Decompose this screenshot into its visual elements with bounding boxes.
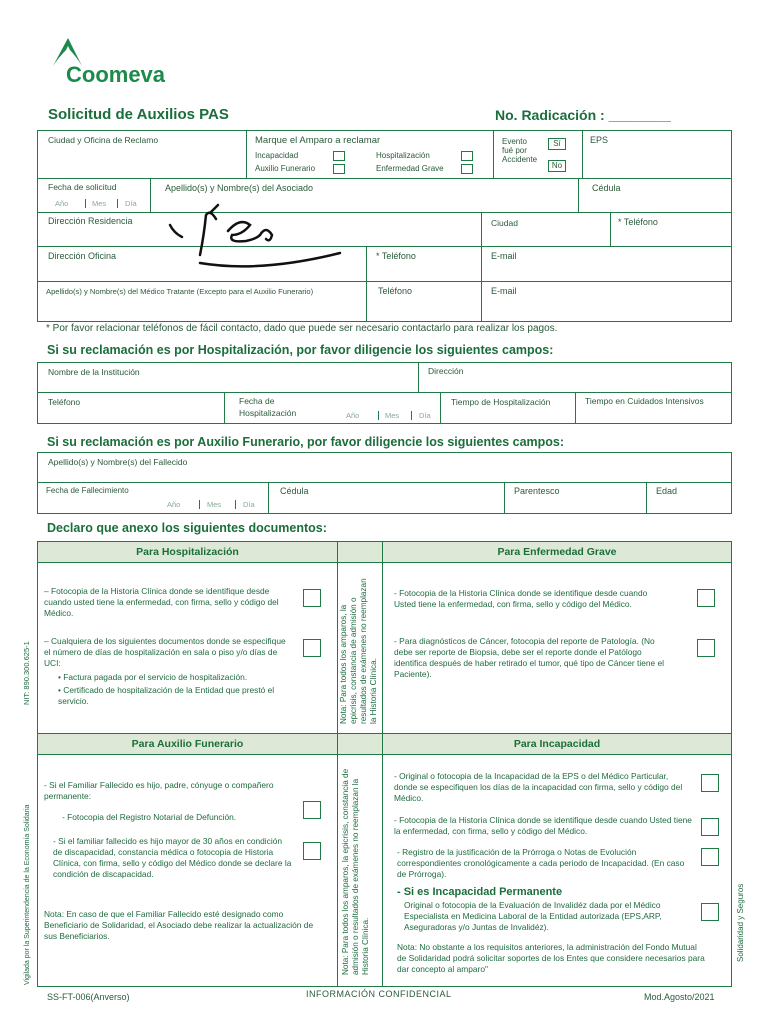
hospitalizacion-label: Hospitalización <box>376 151 430 160</box>
fecha-solicitud-label: Fecha de solicitud <box>48 182 117 192</box>
vigilada-side-text: Vigilada por la Superintendencia de la Economía Solidaria <box>24 804 31 985</box>
accidente-no-option[interactable]: No <box>548 160 566 172</box>
incapacidad-label: Incapacidad <box>255 151 299 160</box>
fecha-hosp-dia[interactable]: Día <box>419 411 431 420</box>
email-label: E-mail <box>491 251 517 261</box>
contact-note: * Por favor relacionar teléfonos de fácil contacto, dado que puede ser necesario contactarlo para realizar los pagos. <box>46 323 558 334</box>
edad-field[interactable] <box>648 497 730 512</box>
evento-label: Evento fué por Accidente <box>502 137 538 164</box>
fecha-hosp-mes[interactable]: Mes <box>385 411 400 420</box>
ciudad-oficina-label: Ciudad y Oficina de Reclamo <box>48 135 159 145</box>
fallecido-field[interactable] <box>40 468 730 481</box>
medico-email-label: E-mail <box>491 286 517 296</box>
hosp-doc-item-2: – Cualquiera de los siguientes documentos donde se especifique el número de días de hospitalización en sala o piso y/o días de UCI: <box>44 636 286 668</box>
inc-perm-title: - Si es Incapacidad Permanente <box>397 886 563 898</box>
fecha-hosp-label: Fecha de Hospitalización <box>239 396 297 418</box>
page-title: Solicitud de Auxilios PAS <box>48 106 229 123</box>
accidente-si-option[interactable]: Sí <box>548 138 566 150</box>
marque-amparo-label: Marque el Amparo a reclamar <box>255 135 381 146</box>
enfermedad-grave-label: Enfermedad Grave <box>376 164 444 173</box>
medico-telefono-field[interactable] <box>368 298 479 320</box>
telefono-residencia-label: * Teléfono <box>618 217 658 227</box>
tiempo-uci-label: Tiempo en Cuidados Intensivos <box>585 396 704 406</box>
inc-doc-item-1: - Original o fotocopia de la Incapacidad de la EPS o del Médico Particular, donde se especifiquen los días de la incapacidad con firma, sello y código del Médico. <box>394 771 683 803</box>
medico-email-field[interactable] <box>483 298 730 320</box>
inc-doc-item-2: - Fotocopia de la Historia Clínica donde se identifique desde cuando Usted tiene la enfermedad, con firma, sello y código del Médico. <box>394 815 692 836</box>
bullet-icon: • <box>58 685 64 695</box>
middle-header-blank <box>337 541 383 563</box>
handwritten-signature <box>160 195 350 275</box>
inc-doc-item-4-checkbox[interactable] <box>701 903 719 921</box>
hosp-telefono-field[interactable] <box>40 407 222 422</box>
telefono-oficina-field[interactable] <box>368 262 479 279</box>
eps-field[interactable] <box>585 146 730 176</box>
fecha-fallecimiento-label: Fecha de Fallecimiento <box>46 486 129 495</box>
fecha-hosp-ano[interactable]: Año <box>346 411 360 420</box>
vertical-note-top: Nota: Para todos los amparos, la epicrisis, constancia de admisión o resultados de exámenes no reemplazan la Historia Clínica. <box>339 578 378 724</box>
logo-text: Coomeva <box>66 62 166 87</box>
auxilio-funerario-checkbox[interactable] <box>333 164 345 174</box>
bullet-icon: • <box>58 672 64 682</box>
fun-cedula-field[interactable] <box>270 497 502 512</box>
tiempo-uci-field[interactable] <box>577 408 730 422</box>
hosp-direccion-label: Dirección <box>428 366 464 376</box>
institucion-label: Nombre de la Institución <box>48 367 140 377</box>
eg-doc-item-1-checkbox[interactable] <box>697 589 715 607</box>
email-field[interactable] <box>483 262 730 279</box>
medico-tratante-field[interactable] <box>40 299 364 320</box>
fecha-solicitud-mes[interactable]: Mes <box>92 199 107 208</box>
hosp-telefono-label: Teléfono <box>48 397 81 407</box>
hosp-doc-sub-2: • Certificado de hospitalización de la Entidad que prestó el servicio. <box>58 685 275 706</box>
footer-version: Mod.Agosto/2021 <box>644 992 715 1002</box>
footer-code: SS-FT-006(Anverso) <box>47 992 130 1002</box>
tiempo-hosp-field[interactable] <box>442 408 573 422</box>
telefono-residencia-field[interactable] <box>612 228 730 245</box>
ciudad-oficina-field[interactable] <box>40 146 244 176</box>
inc-doc-item-1-checkbox[interactable] <box>701 774 719 792</box>
inc-doc-item-3-checkbox[interactable] <box>701 848 719 866</box>
fecha-fallecimiento-dia[interactable]: Día <box>243 500 255 509</box>
fecha-solicitud-ano[interactable]: Año <box>55 199 69 208</box>
fun-doc-sub-2: - Si el familiar fallecido es hijo mayor de 30 años en condición de discapacidad, constancia médica o fotocopia de Historia Clínica, con firma, sello y código del Médico donde se declare la condición de discapacidad. <box>53 836 292 879</box>
inc-doc-note: Nota: No obstante a los requisitos anteriores, la administración del Fondo Mutual de Solidaridad podrá solicitar soportes de los Entes que considere necesarios para dar concepto al amparo" <box>397 942 705 974</box>
fun-doc-sub-2-checkbox[interactable] <box>303 842 321 860</box>
docs-section-title: Declaro que anexo los siguientes documentos: <box>47 521 327 535</box>
cedula-label: Cédula <box>592 183 621 193</box>
fecha-fallecimiento-mes[interactable]: Mes <box>207 500 222 509</box>
direccion-residencia-label: Dirección Residencia <box>48 216 133 226</box>
hosp-doc-item-1-checkbox[interactable] <box>303 589 321 607</box>
inc-doc-item-4: Original o fotocopia de la Evaluación de Invalidéz dada por el Médico Especialista en Medicina Laboral de la Entidad autorizada (EPS,ARP, Aseguradoras y/o Juntas de Invalidéz). <box>404 900 662 932</box>
fun-doc-note: Nota: En caso de que el Familiar Fallecido esté designado como Beneficiario de Solidaridad, el Asociado debe realizar la actualización de sus Beneficiarios. <box>44 909 314 941</box>
hospitalizacion-checkbox[interactable] <box>461 151 473 161</box>
fun-section-title: Si su reclamación es por Auxilio Funerario, por favor diligencie los siguientes campos: <box>47 435 565 449</box>
telefono-oficina-label: * Teléfono <box>376 251 416 261</box>
direccion-oficina-label: Dirección Oficina <box>48 251 117 261</box>
inc-docs-header: Para Incapacidad <box>382 733 732 755</box>
ciudad-field[interactable] <box>483 228 608 245</box>
solidaridad-side-text: Solidaridad y Seguros <box>736 883 745 962</box>
hosp-doc-item-2-checkbox[interactable] <box>303 639 321 657</box>
eg-doc-item-1: - Fotocopia de la Historia Clínica donde se identifique desde cuando Usted tiene la enfermedad, con firma, sello y código del Médico. <box>394 588 648 609</box>
ciudad-label: Ciudad <box>491 218 518 228</box>
inc-doc-item-2-checkbox[interactable] <box>701 818 719 836</box>
eg-docs-header: Para Enfermedad Grave <box>382 541 732 563</box>
edad-label: Edad <box>656 486 678 496</box>
fun-docs-header: Para Auxilio Funerario <box>37 733 338 755</box>
hosp-doc-sub-1: • Factura pagada por el servicio de hospitalización. <box>58 672 248 682</box>
fallecido-label: Apellido(s) y Nombre(s) del Fallecido <box>48 457 188 467</box>
hosp-docs-header: Para Hospitalización <box>37 541 338 563</box>
fecha-fallecimiento-ano[interactable]: Año <box>167 500 181 509</box>
nit-side-text: NIT: 890.300.625-1 <box>22 641 31 705</box>
incapacidad-checkbox[interactable] <box>333 151 345 161</box>
coomeva-logo <box>48 36 178 88</box>
fun-doc-sub-1: - Fotocopia del Registro Notarial de Defunción. <box>62 812 237 822</box>
auxilio-funerario-label: Auxilio Funerario <box>255 164 316 173</box>
eg-doc-item-2: - Para diagnósticos de Cáncer, fotocopia del reporte de Patología. (No debe ser reporte de Biopsia, debe ser el reporte donde el Patólogo identifica después de haber retirado el tumor, qué tipo de Cáncer tiene el Paciente). <box>394 636 665 679</box>
fecha-solicitud-dia[interactable]: Día <box>125 199 137 208</box>
medico-tratante-label: Apellido(s) y Nombre(s) del Médico Tratante (Excepto para el Auxilio Funerario) <box>46 287 314 296</box>
inc-doc-item-3: - Registro de la justificación de la Prórroga o Notas de Evolución correspondientes cronológicamente a cada periodo de Incapacidad. (En caso de Prórroga). <box>397 847 685 879</box>
vertical-note-bottom: Nota: Para todos los amparos, la epicrisis, constancia de admisión o resultados de exámenes no reemplazan la Historia Clínica. <box>341 768 370 975</box>
cedula-field[interactable] <box>580 194 730 211</box>
institucion-field[interactable] <box>40 378 416 391</box>
medico-telefono-label: Teléfono <box>378 286 413 296</box>
radicacion-label: No. Radicación : ________ <box>495 107 671 123</box>
parentesco-label: Parentesco <box>514 486 560 496</box>
fun-cedula-label: Cédula <box>280 486 309 496</box>
parentesco-field[interactable] <box>506 497 644 512</box>
hosp-doc-item-1: – Fotocopia de la Historia Clínica donde se identifique desde cuando usted tiene la enfermedad, con firma, sello y código del Médico. <box>44 586 279 618</box>
fun-doc-item-1: - Si el Familiar Fallecido es hijo, padre, cónyuge o compañero permanente: <box>44 780 274 801</box>
footer-confidential: INFORMACIÓN CONFIDENCIAL <box>306 989 452 999</box>
hosp-direccion-field[interactable] <box>420 378 730 391</box>
tiempo-hosp-label: Tiempo de Hospitalización <box>451 397 551 407</box>
apellidos-asociado-label: Apellido(s) y Nombre(s) del Asociado <box>165 183 314 193</box>
eps-label: EPS <box>590 135 609 145</box>
hosp-section-title: Si su reclamación es por Hospitalización, por favor diligencie los siguientes campos: <box>47 343 554 357</box>
enfermedad-grave-checkbox[interactable] <box>461 164 473 174</box>
middle-header-blank-2 <box>337 733 383 755</box>
fun-doc-sub-1-checkbox[interactable] <box>303 801 321 819</box>
eg-doc-item-2-checkbox[interactable] <box>697 639 715 657</box>
